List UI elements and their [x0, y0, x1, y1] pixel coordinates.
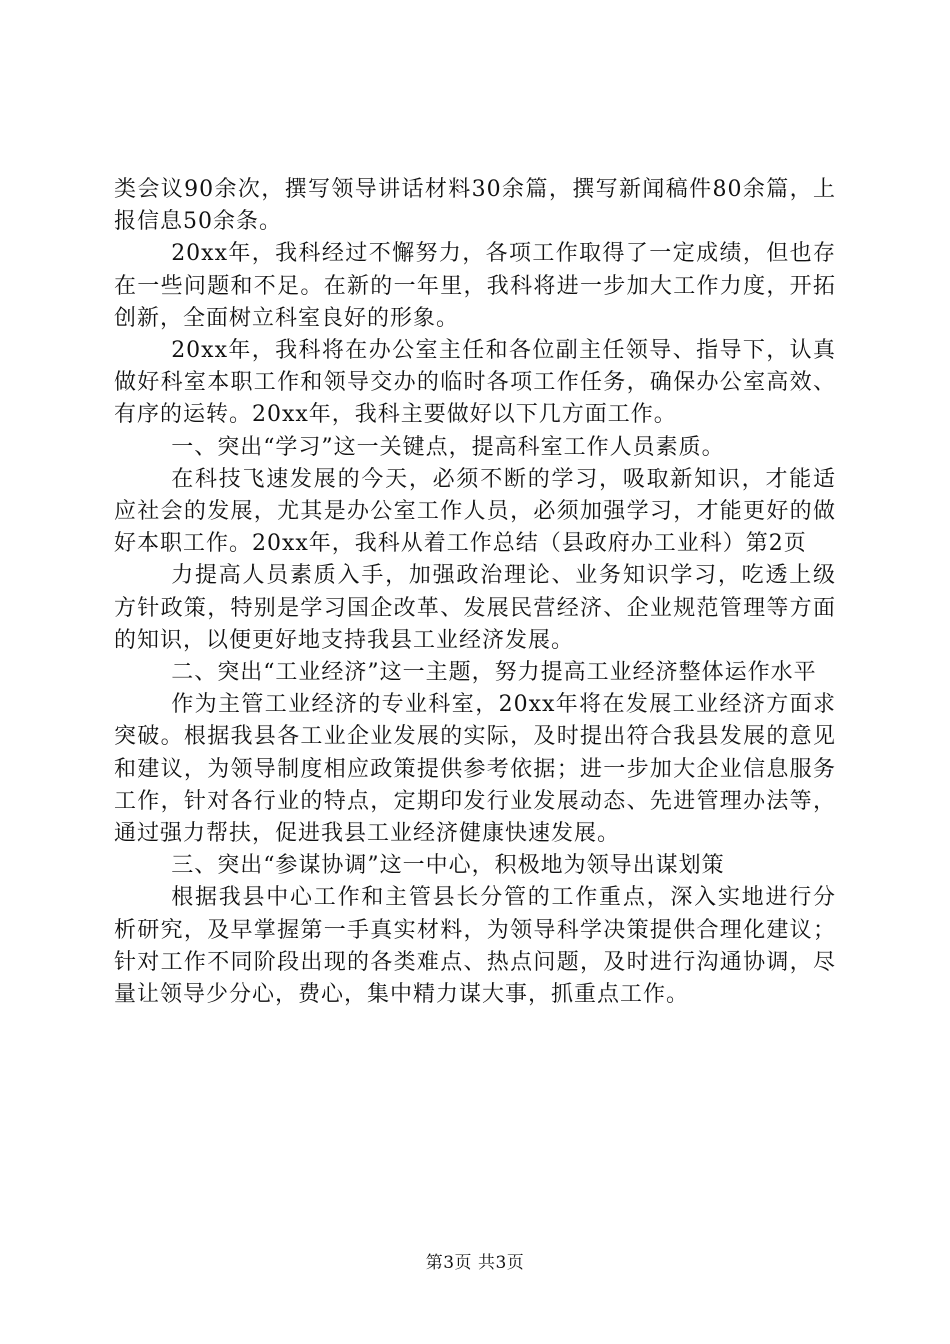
paragraph: 力提高人员素质入手，加强政治理论、业务知识学习，吃透上级方针政策，特别是学习国企改革、发展民营经济、企业规范管理等方面的知识，以便更好地支持我县工业经济发展。 — [114, 563, 836, 653]
paragraph: 类会议90余次，撰写领导讲话材料30余篇，撰写新闻稿件80余篇，上报信息50余条。 — [114, 177, 836, 235]
paragraph: 在科技飞速发展的今天，必须不断的学习，吸取新知识，才能适应社会的发展，尤其是办公室工作人员，必须加强学习，才能更好的做好本职工作。20xx年，我科从着工作总结（县政府办工业科）第2页 — [114, 466, 836, 557]
page-footer: 第3页 共3页 — [425, 1253, 525, 1273]
document-body — [114, 174, 836, 1011]
paragraph: 根据我县中心工作和主管县长分管的工作重点，深入实地进行分析研究，及早掌握第一手真实材料，为领导科学决策提供合理化建议；针对工作不同阶段出现的各类难点、热点问题，及时进行沟通协调，尽量让领导少分心，费心，集中精力谋大事，抓重点工作。 — [114, 885, 836, 1008]
paragraph: 20xx年，我科经过不懈努力，各项工作取得了一定成绩，但也存在一些问题和不足。在新的一年里，我科将进一步加大工作力度，开拓创新，全面树立科室良好的形象。 — [114, 241, 836, 331]
section-heading: 三、突出“参谋协调”这一中心，积极地为领导出谋划策 — [171, 853, 725, 879]
section-heading: 一、突出“学习”这一关键点，提高科室工作人员素质。 — [171, 434, 725, 460]
paragraph: 作为主管工业经济的专业科室，20xx年将在发展工业经济方面求突破。根据我县各工业企业发展的实际，及时提出符合我县发展的意见和建议，为领导制度相应政策提供参考依据；进一步加大企业信息服务工作，针对各行业的特点，定期印发行业发展动态、先进管理办法等，通过强力帮扶，促进我县工业经济健康快速发展。 — [114, 692, 836, 847]
paragraph: 20xx年，我科将在办公室主任和各位副主任领导、指导下，认真做好科室本职工作和领导交办的临时各项工作任务，确保办公室高效、有序的运转。20xx年，我科主要做好以下几方面工作。 — [114, 338, 836, 428]
section-heading: 二、突出“工业经济”这一主题，努力提高工业经济整体运作水平 — [171, 660, 817, 686]
